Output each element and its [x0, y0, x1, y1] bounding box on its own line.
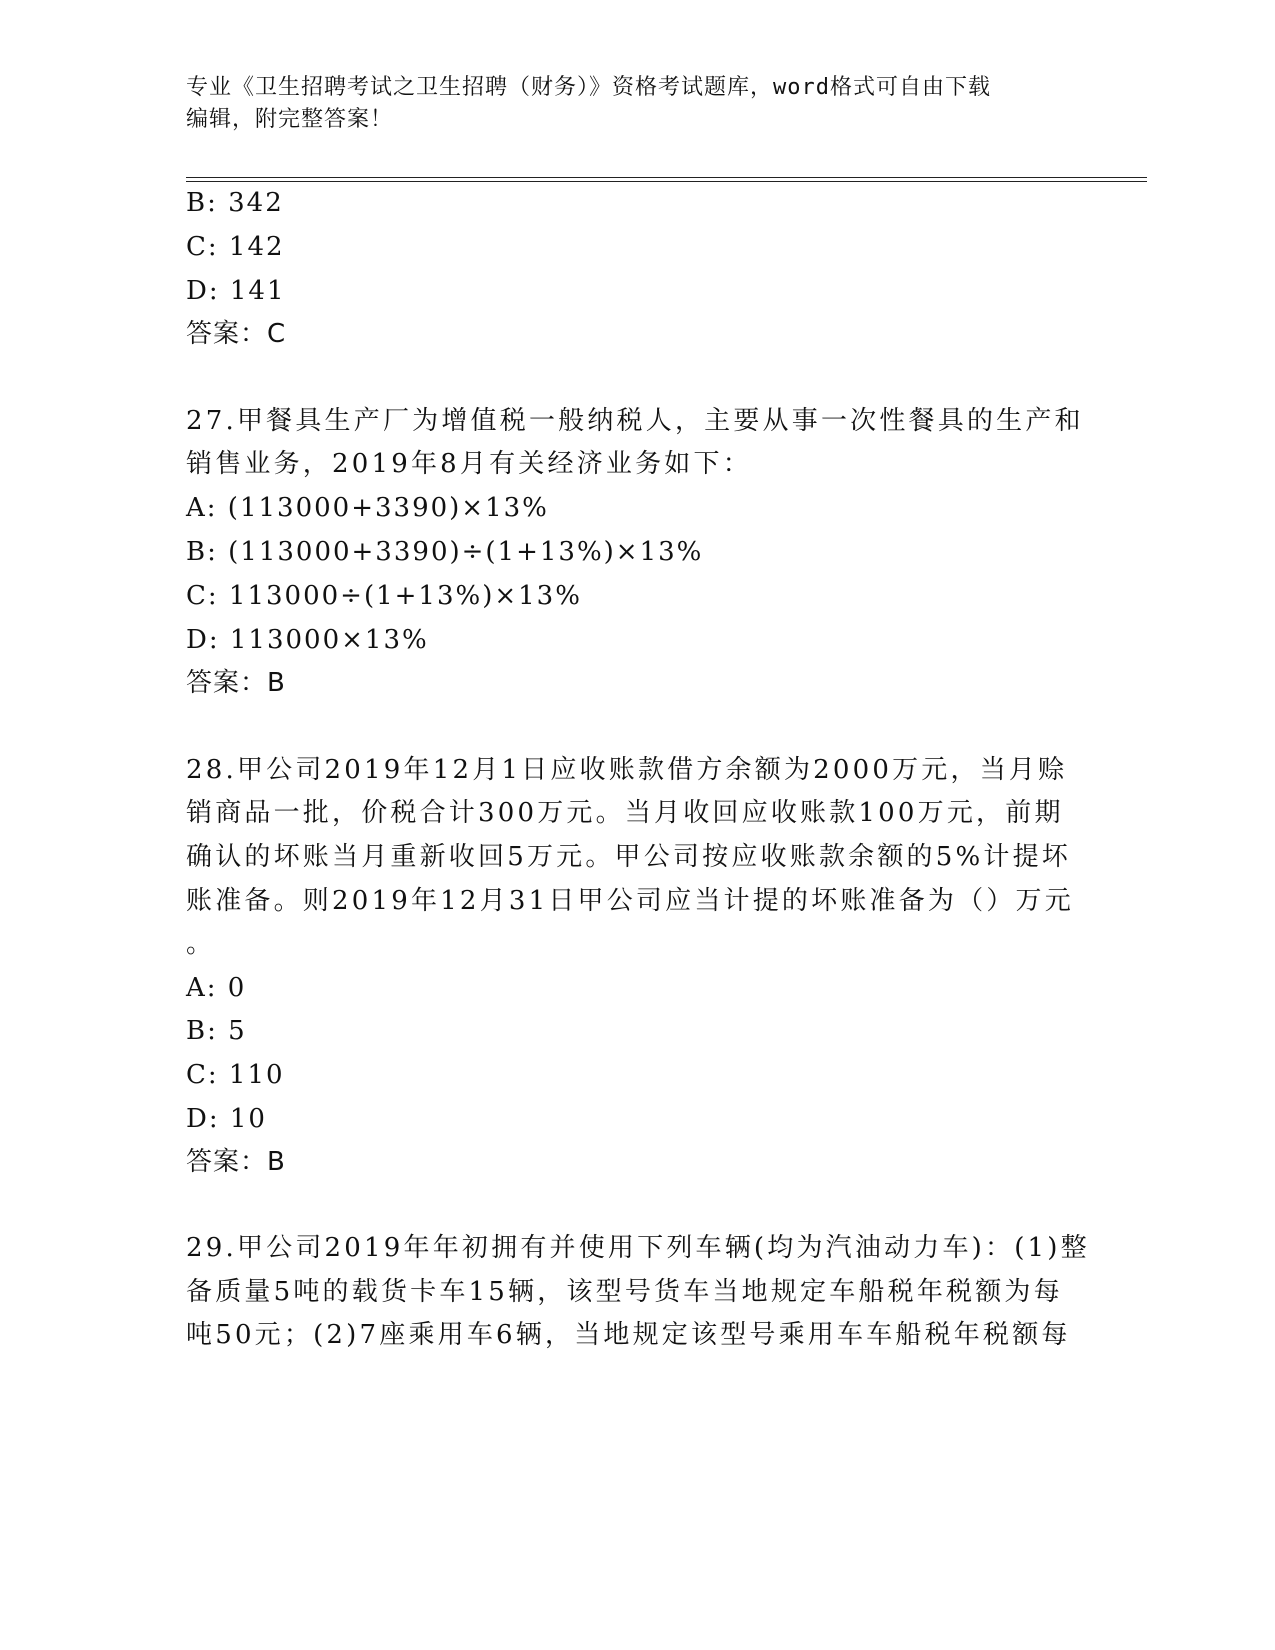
option-d: D: 10 [186, 1104, 267, 1134]
option-b: B: 5 [186, 1016, 247, 1046]
header-line-2: 编辑，附完整答案！ [186, 107, 394, 132]
question-29-text: 29.甲公司2019年年初拥有并使用下列车辆(均为汽油动力车)：(1)整 [186, 1233, 1090, 1263]
option-a: A: (113000+3390)×13% [186, 493, 549, 523]
option-c: C: 113000÷(1+13%)×13% [186, 581, 582, 611]
header-divider-top [186, 177, 1147, 178]
question-28-text: 账准备。则2019年12月31日甲公司应当计提的坏账准备为（）万元 [186, 886, 1074, 916]
option-b: B: 342 [186, 188, 284, 218]
answer-label: 答案：B [186, 1147, 286, 1177]
header-line-1: 专业《卫生招聘考试之卫生招聘（财务）》资格考试题库，word格式可自由下载 [186, 75, 991, 100]
option-d: D: 113000×13% [186, 625, 429, 655]
question-27-text: 销售业务，2019年8月有关经济业务如下： [186, 449, 752, 479]
question-28-text: 28.甲公司2019年12月1日应收账款借方余额为2000万元，当月赊 [186, 755, 1068, 785]
document-header [186, 72, 1066, 136]
answer-label: 答案：C [186, 319, 287, 349]
question-28-text: 销商品一批，价税合计300万元。当月收回应收账款100万元，前期 [186, 798, 1064, 828]
header-divider-bottom [186, 181, 1147, 182]
option-c: C: 142 [186, 232, 285, 262]
option-a: A: 0 [186, 973, 247, 1003]
question-28-text: 。 [186, 929, 216, 959]
option-d: D: 141 [186, 276, 286, 306]
answer-label: 答案：B [186, 668, 286, 698]
question-29-text: 吨50元；(2)7座乘用车6辆，当地规定该型号乘用车车船税年税额每 [186, 1320, 1071, 1350]
question-29-text: 备质量5吨的载货卡车15辆，该型号货车当地规定车船税年税额为每 [186, 1277, 1063, 1307]
question-27-text: 27.甲餐具生产厂为增值税一般纳税人，主要从事一次性餐具的生产和 [186, 406, 1084, 436]
question-28-text: 确认的坏账当月重新收回5万元。甲公司按应收账款余额的5%计提坏 [186, 842, 1071, 872]
option-c: C: 110 [186, 1060, 285, 1090]
option-b: B: (113000+3390)÷(1+13%)×13% [186, 537, 704, 567]
